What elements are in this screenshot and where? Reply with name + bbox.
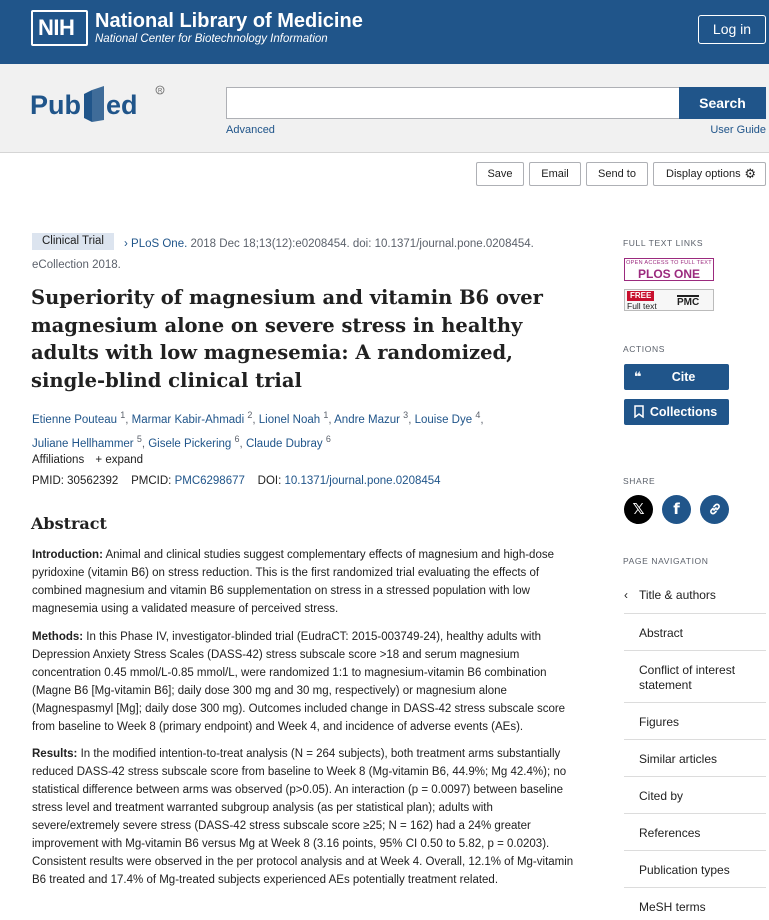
full-text-label: Full text bbox=[627, 301, 657, 311]
display-options-button[interactable] bbox=[653, 162, 766, 186]
affiliations-toggle[interactable] bbox=[32, 454, 143, 466]
nav-mesh-terms[interactable] bbox=[624, 888, 766, 920]
affiliation-number[interactable]: 1 bbox=[323, 410, 329, 420]
quote-icon: ❝ bbox=[634, 369, 642, 384]
nav-abstract[interactable] bbox=[624, 614, 766, 651]
affiliations-label: Affiliations bbox=[32, 454, 85, 466]
nav-label: Conflict of interest statement bbox=[639, 663, 736, 692]
pmc-free-full-text-link[interactable] bbox=[624, 289, 714, 311]
author-link[interactable]: Andre Mazur bbox=[334, 413, 400, 426]
plos-one-link[interactable] bbox=[624, 258, 714, 281]
article-title: Superiority of magnesium and vitamin B6 over magnesium alone on severe stress in healthy adults with low magnesemia: A randomized, single-blind clinical trial bbox=[31, 286, 543, 392]
pmc-logo: PMC bbox=[677, 297, 700, 308]
nav-label: Cited by bbox=[639, 789, 684, 803]
nav-label: Publication types bbox=[639, 863, 730, 877]
page-navigation-heading: PAGE NAVIGATION bbox=[623, 556, 709, 566]
ncbi-subtitle[interactable]: National Center for Biotechnology Information bbox=[95, 33, 328, 45]
nav-title-authors[interactable] bbox=[624, 578, 766, 614]
cite-button[interactable] bbox=[624, 364, 729, 390]
nav-label: Title & authors bbox=[639, 588, 716, 602]
affiliation-number[interactable]: 5 bbox=[136, 433, 142, 444]
pubmed-logo-text-pub: Pub bbox=[30, 90, 81, 120]
nav-publication-types[interactable] bbox=[624, 851, 766, 888]
plos-one-logo: PLOS ONE bbox=[637, 267, 700, 281]
nav-label: Abstract bbox=[639, 626, 684, 640]
search-input[interactable] bbox=[226, 87, 680, 119]
affiliation-number[interactable]: 3 bbox=[403, 410, 409, 420]
results-text: In the modified intention-to-treat analysis (N = 264 subjects), both treatment arms substantially reduced DASS-42 stress subscale score from baseline to Week 8 (Mg-vitamin B6, 44.9%; Mg 42.4%); no statistical difference between arms was observed (p>0.05). An interaction (p = 0.0097) between baseline stress level and treatment warranted subgroup analysis (as per statistical plan); adults with severe/extremely severe stress (DASS-42 stress subscale score ≥25; N = 162) had a 24% greater improvement with Mg-vitamin B6 versus Mg at Week 8 (3.16 points, 95% CI 0.50 to 5.82, p = 0.0203). Consistent results were observed in the per protocol analysis and at Week 4. Overall, 12.1% of Mg-vitamin B6 treated and 17.4% of Mg-treated subjects experienced AEs potentially treatment related. bbox=[32, 748, 574, 886]
pubmed-logo-text-med: ed bbox=[106, 90, 138, 120]
affiliation-number[interactable]: 6 bbox=[325, 433, 331, 444]
collections-label: Collections bbox=[649, 405, 718, 419]
methods-text: In this Phase IV, investigator-blinded trial (EudraCT: 2015-003749-24), healthy adults with Depression Anxiety Stress Scales (DASS-42) stress subscale score >18 and serum magnesium concentration 0.45 mmol/L-0.85 mmol/L, were randomized 1:1 to magnesium-vitamin B6 combination (Magne B6 [Mg-vitamin B6]; daily dose 300 mg and 30 mg, respectively) or magnesium alone (Magnespasmyl [Mg]; daily dose 300 mg). Outcomes included change in DASS-42 stress subscale score from baseline to Week 8 (primary endpoint) and Week 4, and incidence of adverse events (AEs). bbox=[32, 631, 566, 733]
svg-text:R: R bbox=[158, 88, 163, 95]
email-button[interactable]: Email bbox=[529, 162, 581, 186]
x-twitter-icon[interactable]: 𝕏 bbox=[624, 495, 653, 524]
abstract-methods bbox=[32, 628, 577, 736]
cite-label: Cite bbox=[671, 370, 696, 384]
author-list: Etienne Pouteau $^1$, Marmar Kabir-Ahmadi $^2$, Lionel Noah $^1$, Andre Mazur $^3$, Louise Dye $^4$, Juliane Hellhammer $^5$, Gisele Pickering $^6$, Claude Dubray $^6$ bbox=[32, 410, 484, 450]
actions-heading: ACTIONS bbox=[623, 344, 665, 354]
nlm-title[interactable]: National Library of Medicine bbox=[95, 10, 363, 32]
advanced-search-link[interactable]: Advanced bbox=[226, 124, 275, 136]
full-text-links-heading: FULL TEXT LINKS bbox=[623, 238, 704, 248]
author-link[interactable]: Marmar Kabir-Ahmadi bbox=[131, 413, 245, 426]
nav-references[interactable] bbox=[624, 814, 766, 851]
gear-icon: ⚙ bbox=[744, 166, 756, 181]
plos-open-access-text: OPEN ACCESS TO FULL TEXT bbox=[626, 260, 712, 266]
link-icon[interactable] bbox=[700, 495, 729, 524]
abstract-introduction bbox=[32, 546, 577, 618]
save-button[interactable]: Save bbox=[476, 162, 524, 186]
pubmed-logo-book bbox=[84, 90, 92, 122]
nih-header bbox=[0, 0, 769, 64]
expand-label: expand bbox=[105, 454, 144, 466]
collections-button[interactable] bbox=[624, 399, 729, 425]
nav-cited-by[interactable] bbox=[624, 777, 766, 814]
nav-label: References bbox=[639, 826, 701, 840]
login-button[interactable]: Log in bbox=[698, 15, 766, 44]
nav-figures[interactable] bbox=[624, 703, 766, 740]
abstract-results bbox=[32, 745, 577, 889]
introduction-label: Introduction: bbox=[32, 549, 103, 561]
author-link[interactable]: Etienne Pouteau bbox=[32, 413, 118, 426]
chevron-left-icon: ‹ bbox=[624, 588, 628, 602]
pmid-value: 30562392 bbox=[67, 475, 119, 487]
pmcid-label: PMCID: bbox=[131, 475, 172, 487]
citation-text: 2018 Dec 18;13(12):e0208454. doi: 10.1371/journal.pone.0208454. eCollection 2018. bbox=[32, 238, 534, 271]
nav-label: Similar articles bbox=[639, 752, 718, 766]
search-button[interactable]: Search bbox=[679, 87, 766, 119]
results-label: Results: bbox=[32, 748, 78, 760]
affiliation-number[interactable]: 2 bbox=[247, 410, 253, 420]
author-link[interactable]: Juliane Hellhammer bbox=[32, 437, 134, 450]
nav-similar-articles[interactable] bbox=[624, 740, 766, 777]
affiliation-number[interactable]: 4 bbox=[475, 410, 481, 420]
journal-link[interactable]: PLoS One. bbox=[131, 238, 188, 250]
article-identifiers bbox=[32, 475, 441, 487]
author-link[interactable]: Claude Dubray bbox=[245, 437, 323, 450]
chevron-right-icon: › bbox=[124, 238, 132, 250]
author-link[interactable]: Louise Dye bbox=[414, 413, 473, 426]
nav-label: Figures bbox=[639, 715, 680, 729]
facebook-icon[interactable]: f bbox=[662, 495, 691, 524]
pmid-label: PMID: bbox=[32, 475, 64, 487]
doi-label: DOI: bbox=[257, 475, 282, 487]
abstract-heading: Abstract bbox=[31, 514, 107, 533]
nav-conflict-of-interest[interactable] bbox=[624, 651, 766, 703]
article-type-badge: Clinical Trial bbox=[32, 233, 114, 250]
share-heading: SHARE bbox=[623, 476, 656, 486]
affiliation-number[interactable]: 6 bbox=[234, 433, 240, 444]
introduction-text: Animal and clinical studies suggest complementary effects of magnesium and high-dose pyridoxine (vitamin B6) on stress reduction. This is the first randomized trial evaluating the effects of combined magnesium and vitamin B6 supplementation on stress in a stressed population with low magnesemia using a validated measure of perceived stress. bbox=[32, 549, 554, 615]
affiliation-number[interactable]: 1 bbox=[120, 410, 126, 420]
pubmed-logo[interactable] bbox=[30, 82, 170, 130]
doi-link[interactable]: 10.1371/journal.pone.0208454 bbox=[284, 475, 441, 487]
display-options-label: Display options bbox=[666, 168, 741, 180]
author-link[interactable]: Lionel Noah bbox=[258, 413, 321, 426]
user-guide-link[interactable]: User Guide bbox=[710, 124, 766, 136]
search-area bbox=[0, 64, 769, 153]
plus-icon: + bbox=[95, 454, 103, 466]
pmcid-link[interactable]: PMC6298677 bbox=[174, 475, 245, 487]
author-link[interactable]: Gisele Pickering bbox=[148, 437, 232, 450]
methods-label: Methods: bbox=[32, 631, 84, 643]
nav-label: MeSH terms bbox=[639, 900, 706, 914]
free-badge: FREE bbox=[627, 291, 654, 301]
send-to-button[interactable]: Send to bbox=[586, 162, 648, 186]
nih-logo[interactable]: NIH bbox=[31, 10, 88, 46]
